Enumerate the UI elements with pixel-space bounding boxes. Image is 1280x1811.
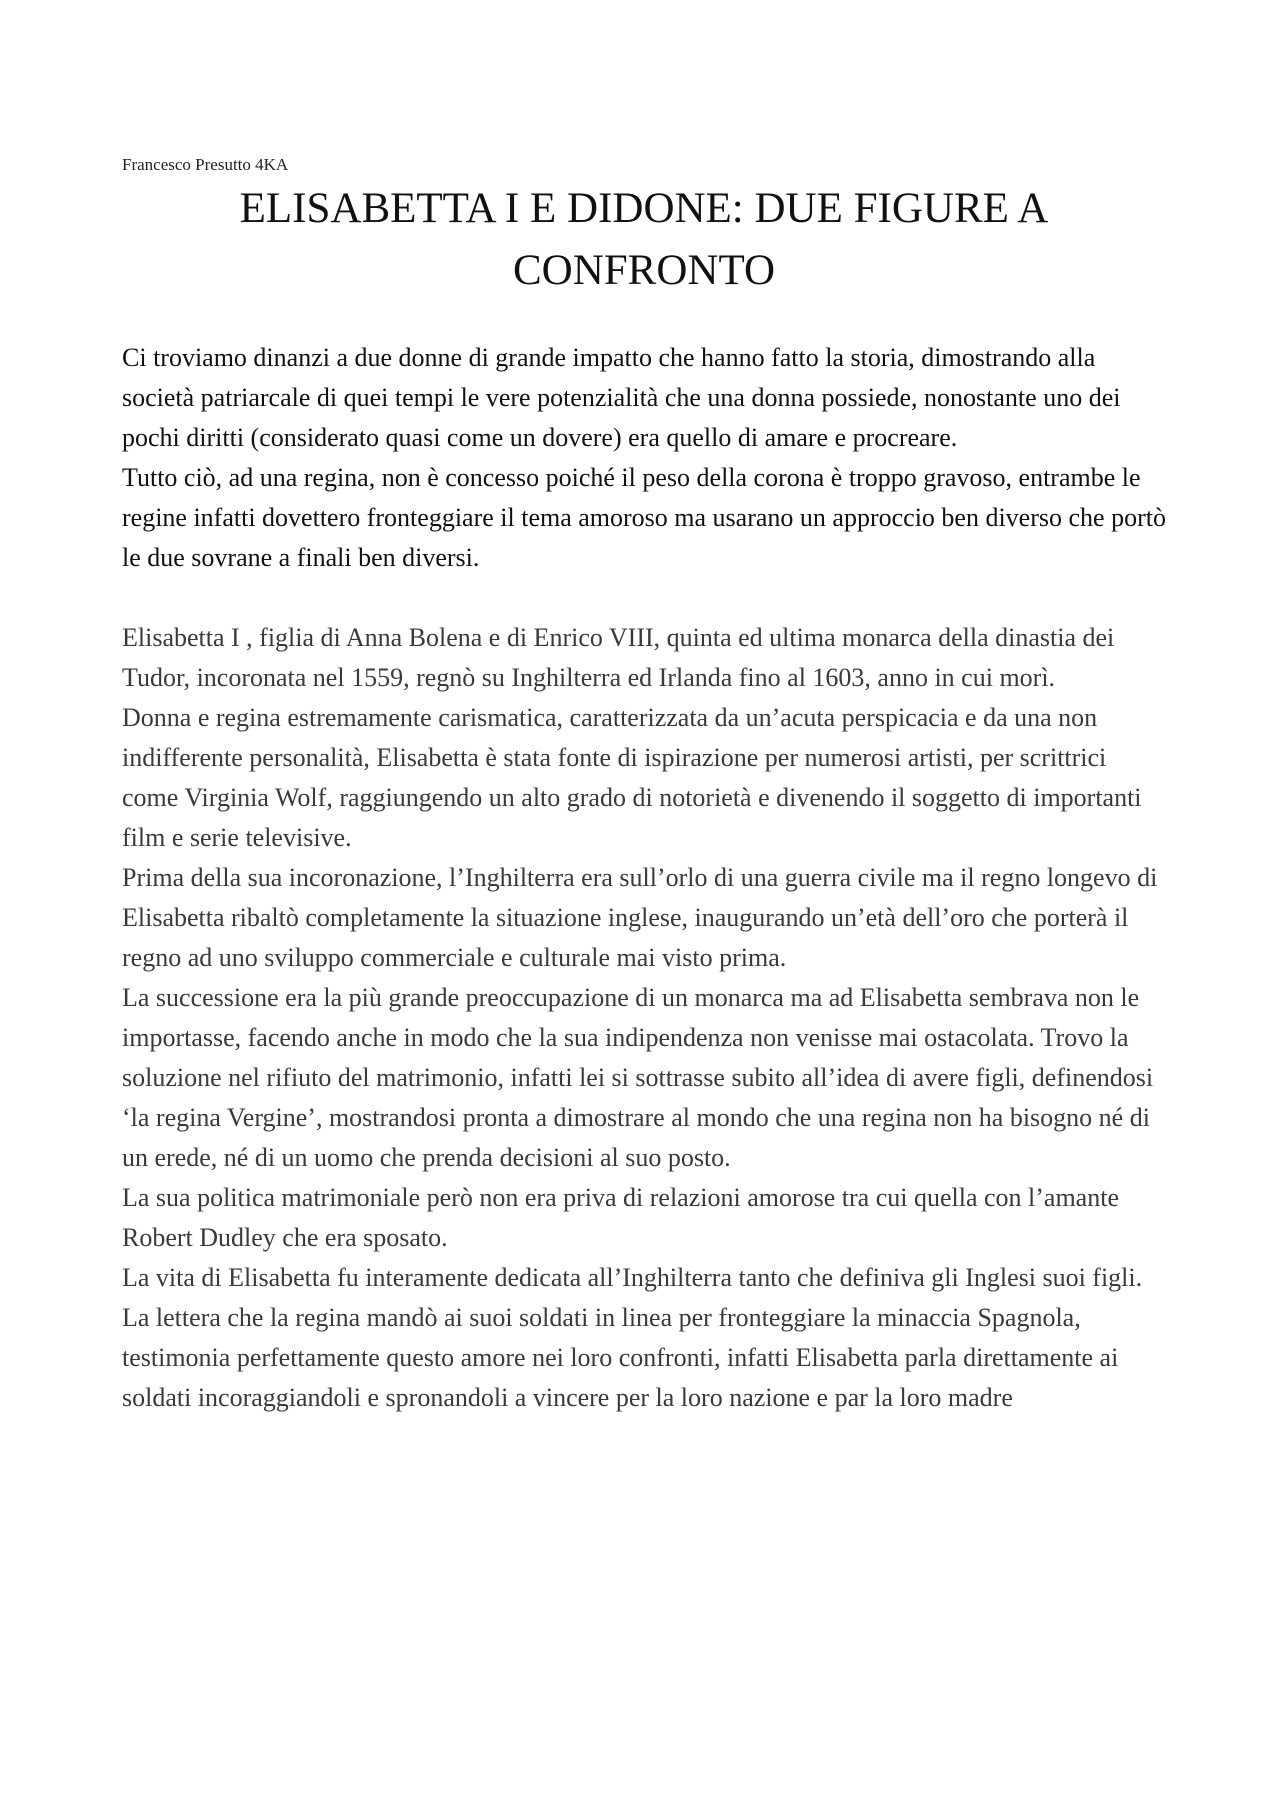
document-page	[122, 152, 1166, 1418]
author-line: Francesco Presutto 4KA	[122, 155, 289, 174]
title-line-1: ELISABETTA I E DIDONE: DUE FIGURE A	[239, 185, 1049, 232]
body-paragraph-1: Elisabetta I , figlia di Anna Bolena e di Enrico VIII, quinta ed ultima monarca della dinastia dei Tudor, incoronata nel 1559, regnò su Inghilterra ed Irlanda fino al 1603, anno in cui morì.	[122, 623, 1115, 692]
intro-paragraph-1: Ci troviamo dinanzi a due donne di grande impatto che hanno fatto la storia, dimostrando alla società patriarcale di quei tempi le vere potenzialità che una donna possiede, nonostante uno dei pochi diritti (considerato quasi come un dovere) era quello di amare e procreare.	[122, 343, 1121, 452]
body-paragraph-6: La vita di Elisabetta fu interamente dedicata all’Inghilterra tanto che definiva gli Inglesi suoi figli. La lettera che la regina mandò ai suoi soldati in linea per fronteggiare la minaccia Spagnola, testimonia perfettamente questo amore nei loro confronti, infatti Elisabetta parla direttamente ai soldati incoraggiandoli e spronandoli a vincere per la loro nazione e par la loro madre	[122, 1263, 1143, 1412]
page-title	[122, 178, 1166, 302]
intro-paragraph-2: Tutto ciò, ad una regina, non è concesso poiché il peso della corona è troppo gravoso, entrambe le regine infatti dovettero fronteggiare il tema amoroso ma usarano un approccio ben diverso che portò le due sovrane a finali ben diversi.	[122, 463, 1166, 572]
body-paragraph-4: La successione era la più grande preoccupazione di un monarca ma ad Elisabetta sembrava non le importasse, facendo anche in modo che la sua indipendenza non venisse mai ostacolata. Trovo la soluzione nel rifiuto del matrimonio, infatti lei si sottrasse subito all’idea di avere figli, definendosi ‘la regina Vergine’, mostrandosi pronta a dimostrare al mondo che una regina non ha bisogno né di un erede, né di un uomo che prenda decisioni al suo posto.	[122, 983, 1154, 1172]
body-paragraph-5: La sua politica matrimoniale però non era priva di relazioni amorose tra cui quella con l’amante Robert Dudley che era sposato.	[122, 1183, 1119, 1252]
body-paragraph-3: Prima della sua incoronazione, l’Inghilterra era sull’orlo di una guerra civile ma il regno longevo di Elisabetta ribaltò completamente la situazione inglese, inaugurando un’età dell’oro che porterà il regno ad uno sviluppo commerciale e culturale mai visto prima.	[122, 863, 1158, 972]
intro-section	[122, 338, 1166, 578]
body-paragraph-2: Donna e regina estremamente carismatica, caratterizzata da un’acuta perspicacia e da una non indifferente personalità, Elisabetta è stata fonte di ispirazione per numerosi artisti, per scrittrici come Virginia Wolf, raggiungendo un alto grado di notorietà e divenendo il soggetto di importanti film e serie televisive.	[122, 703, 1142, 852]
body-section	[122, 618, 1166, 1418]
title-line-2: CONFRONTO	[512, 247, 776, 294]
